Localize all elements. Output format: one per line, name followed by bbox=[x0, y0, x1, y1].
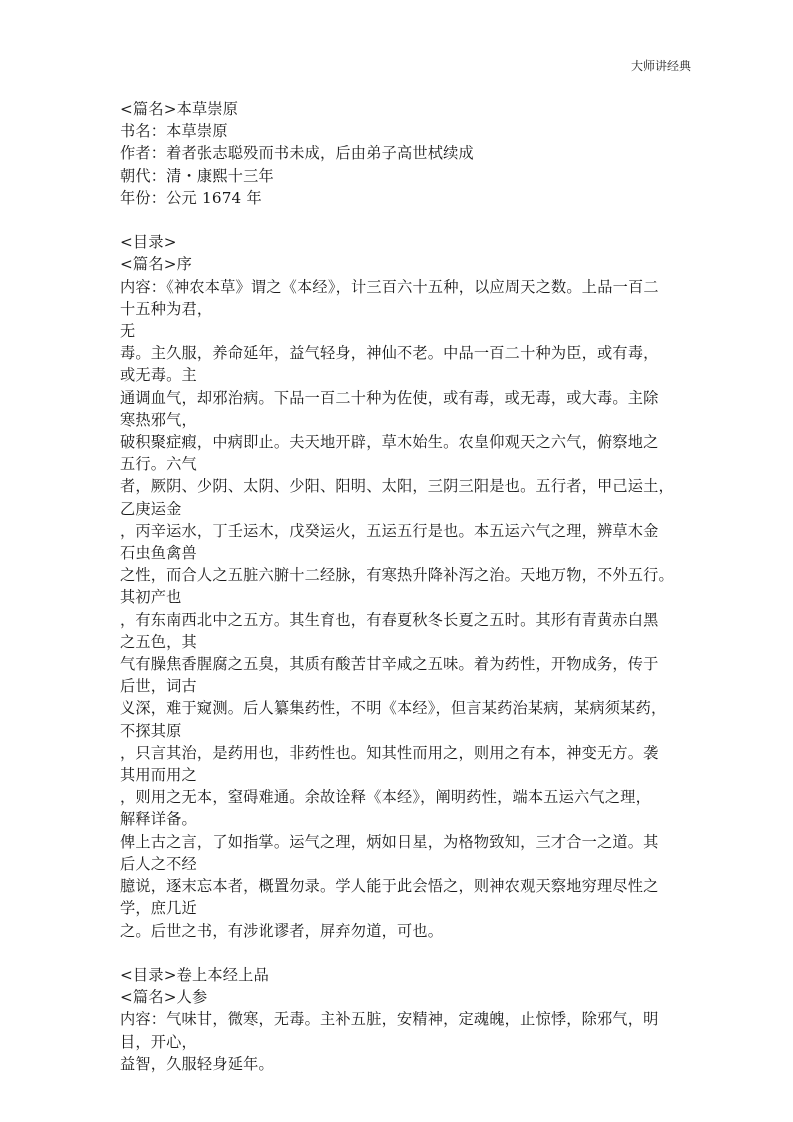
preface-text-line: ，丙辛运水，丁壬运木，戊癸运火，五运五行是也。本五运六气之理，辨草木金 bbox=[120, 521, 659, 540]
book-metadata bbox=[120, 98, 680, 209]
preface-text-line: ，则用之无本，窒碍难通。余故诠释《本经》，阐明药性，端本五运六气之理， bbox=[120, 788, 651, 807]
dynasty-line: 朝代：清・康熙十三年 bbox=[120, 166, 274, 185]
preface-text-line: 后世，词古 bbox=[120, 677, 197, 696]
preface-text-line: 学，庶几近 bbox=[120, 899, 197, 918]
chapter-name-line: <篇名>本草崇原 bbox=[120, 100, 239, 118]
preface-text-line: 十五种为君， bbox=[120, 299, 213, 318]
preface-text-line: 臆说，逐末忘本者，概置勿录。学人能于此会悟之，则神农观天察地穷理尽性之 bbox=[120, 877, 659, 896]
entry-text-line: 益智，久服轻身延年。 bbox=[120, 1054, 274, 1073]
preface-text-line: 之性，而合人之五脏六腑十二经脉，有寒热升降补泻之治。天地万物，不外五行。 bbox=[120, 566, 674, 585]
preface-text-line: 气有臊焦香腥腐之五臭，其质有酸苦甘辛咸之五味。着为药性，开物成务，传于 bbox=[120, 655, 659, 674]
preface-text-line: 内容：《神农本草》谓之《本经》，计三百六十五种，以应周天之数。上品一百二 bbox=[120, 277, 659, 296]
entry-text-line: 目，开心， bbox=[120, 1032, 197, 1051]
preface-text-line: 或无毒。主 bbox=[120, 366, 197, 385]
preface-text-line: 石虫鱼禽兽 bbox=[120, 544, 197, 563]
preface-text-line: 解释详备。 bbox=[120, 810, 197, 829]
preface-text-line: 乙庚运金 bbox=[120, 499, 182, 518]
preface-text-line: 毒。主久服，养命延年，益气轻身，神仙不老。中品一百二十种为臣，或有毒， bbox=[120, 344, 659, 363]
preface-text-line: 之。后世之书，有涉讹谬者，屏弃勿道，可也。 bbox=[120, 921, 444, 940]
volume-heading: <目录>卷上本经上品 bbox=[120, 965, 269, 984]
preface-text-line: 俾上古之言，了如指掌。运气之理，炳如日星，为格物致知，三才合一之道。其 bbox=[120, 832, 659, 851]
preface-text-line: 其用而用之 bbox=[120, 766, 197, 785]
preface-text-line: 者，厥阴、少阴、太阴、少阳、阳明、太阳，三阴三阳是也。五行者，甲己运土， bbox=[120, 477, 674, 496]
preface-text-line: 其初产也 bbox=[120, 588, 182, 607]
preface-text-line: 后人之不经 bbox=[120, 854, 197, 873]
preface-text-line: 不探其原 bbox=[120, 721, 182, 740]
author-line: 作者：着者张志聪殁而书未成，后由弟子高世栻续成 bbox=[120, 144, 474, 163]
preface-text-line: 无 bbox=[120, 322, 136, 341]
preface-text-line: 寒热邪气， bbox=[120, 410, 197, 429]
preface-text-line: ，只言其治，是药用也，非药性也。知其性而用之，则用之有本，神变无方。袭 bbox=[120, 743, 659, 762]
book-title-line: 书名：本草崇原 bbox=[120, 122, 228, 141]
preface-text-line: ，有东南西北中之五方。其生育也，有春夏秋冬长夏之五时。其形有青黄赤白黑 bbox=[120, 610, 659, 629]
entry-title: <篇名>人参 bbox=[120, 988, 208, 1007]
page-header bbox=[631, 58, 691, 74]
preface-text-line: 通调血气，却邪治病。下品一百二十种为佐使，或有毒，或无毒，或大毒。主除 bbox=[120, 388, 659, 407]
preface-text-line: 义深，难于窥测。后人纂集药性，不明《本经》，但言某药治某病，某病须某药， bbox=[120, 699, 667, 718]
year-line: 年份：公元 1674 年 bbox=[120, 188, 262, 207]
preface-section bbox=[120, 231, 680, 942]
preface-title: <篇名>序 bbox=[120, 255, 193, 274]
header-title: 大师讲经典 bbox=[630, 59, 691, 73]
preface-text-line: 之五色，其 bbox=[120, 632, 197, 651]
document-body bbox=[120, 98, 680, 1075]
toc-heading: <目录> bbox=[120, 233, 177, 252]
spacer bbox=[120, 209, 680, 231]
preface-text-line: 五行。六气 bbox=[120, 455, 197, 474]
spacer bbox=[120, 942, 680, 964]
entry-section bbox=[120, 964, 680, 1075]
preface-text-line: 破积聚症瘕，中病即止。夫天地开辟，草木始生。农皇仰观天之六气，俯察地之 bbox=[120, 433, 659, 452]
entry-text-line: 内容：气味甘，微寒，无毒。主补五脏，安精神，定魂魄，止惊悸，除邪气，明 bbox=[120, 1010, 659, 1029]
